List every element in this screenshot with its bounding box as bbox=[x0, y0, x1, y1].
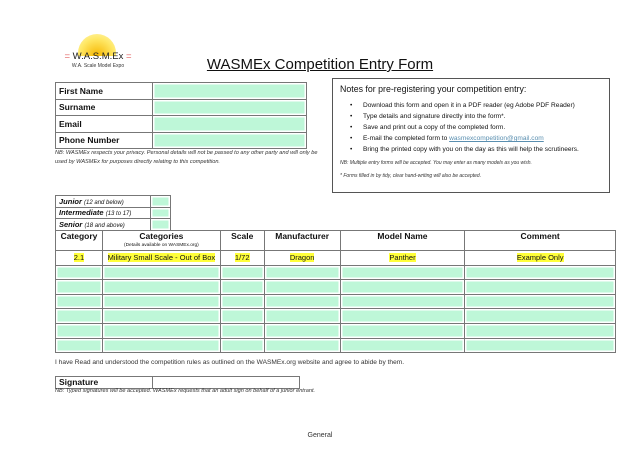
note-item: • Bring the printed copy with you on the day as this will help the scrutineers. bbox=[350, 144, 602, 155]
first-name-label: First Name bbox=[56, 83, 153, 100]
phone-label: Phone Number bbox=[56, 132, 153, 149]
scale-field[interactable] bbox=[220, 323, 264, 338]
senior-field[interactable] bbox=[151, 219, 171, 231]
level-junior: Junior bbox=[59, 196, 82, 206]
surname-label: Surname bbox=[56, 99, 153, 116]
footer-label: General bbox=[307, 432, 333, 439]
email-field[interactable] bbox=[153, 116, 307, 133]
email-link[interactable]: wasmexcompetition@gmail.com bbox=[449, 135, 544, 142]
entry-row bbox=[56, 338, 616, 353]
entry-row bbox=[56, 265, 616, 280]
categories-field[interactable] bbox=[102, 323, 220, 338]
header-scale: Scale bbox=[220, 231, 264, 251]
level-intermediate: Intermediate bbox=[59, 208, 104, 218]
scale-field[interactable] bbox=[220, 280, 264, 295]
comment-field[interactable] bbox=[465, 265, 616, 280]
comment-field[interactable] bbox=[465, 294, 616, 309]
note-item: • E-mail the completed form to wasmexcompetition@gmail.com bbox=[350, 133, 602, 144]
comment-field[interactable] bbox=[465, 323, 616, 338]
scale-field[interactable] bbox=[220, 294, 264, 309]
categories-field[interactable] bbox=[102, 338, 220, 353]
scale-field[interactable] bbox=[220, 309, 264, 324]
example-row: 2.1 Military Small Scale - Out of Box 1/72 Dragon Panther Example Only bbox=[56, 251, 616, 266]
note-item: • Save and print out a copy of the completed form. bbox=[350, 122, 602, 133]
manufacturer-field[interactable] bbox=[264, 265, 340, 280]
entry-row bbox=[56, 323, 616, 338]
scale-field[interactable] bbox=[220, 338, 264, 353]
model-name-field[interactable] bbox=[340, 323, 465, 338]
header-comment: Comment bbox=[465, 231, 616, 251]
notes-heading: Notes for pre-registering your competition entry: bbox=[340, 84, 527, 94]
logo-name: W.A.S.M.Ex bbox=[72, 51, 124, 62]
first-name-field[interactable] bbox=[153, 83, 307, 100]
personal-details-table bbox=[55, 82, 307, 149]
categories-field[interactable] bbox=[102, 280, 220, 295]
entry-row bbox=[56, 309, 616, 324]
page-title: WASMEx Competition Entry Form bbox=[206, 56, 434, 73]
header-model-name: Model Name bbox=[340, 231, 465, 251]
wasmex-logo: = W.A.S.M.Ex = W.A. Scale Model Expo bbox=[58, 32, 138, 77]
header-manufacturer: Manufacturer bbox=[264, 231, 340, 251]
age-level-table: Junior (12 and below) Intermediate (13 to 17) Senior (18 and above) bbox=[55, 195, 171, 231]
category-field[interactable] bbox=[56, 338, 103, 353]
comment-field[interactable] bbox=[465, 309, 616, 324]
agreement-text: I have Read and understood the competition rules as outlined on the WASMEx.org website and agree to abide by them. bbox=[55, 359, 405, 366]
logo-tagline: W.A. Scale Model Expo bbox=[71, 63, 125, 69]
email-label: Email bbox=[56, 116, 153, 133]
privacy-note: NB: WASMEx respects your privacy. Personal details will not be passed to any other party and will only be used by WASMEx for purposes directly relating to this competition. bbox=[55, 150, 318, 165]
model-name-field[interactable] bbox=[340, 309, 465, 324]
manufacturer-field[interactable] bbox=[264, 323, 340, 338]
model-name-field[interactable] bbox=[340, 338, 465, 353]
model-name-field[interactable] bbox=[340, 294, 465, 309]
manufacturer-field[interactable] bbox=[264, 280, 340, 295]
note-item: • Type details and signature directly into the form*. bbox=[350, 111, 602, 122]
phone-field[interactable] bbox=[153, 132, 307, 149]
comment-field[interactable] bbox=[465, 280, 616, 295]
manufacturer-field[interactable] bbox=[264, 338, 340, 353]
manufacturer-field[interactable] bbox=[264, 309, 340, 324]
categories-field[interactable] bbox=[102, 265, 220, 280]
category-field[interactable] bbox=[56, 280, 103, 295]
model-name-field[interactable] bbox=[340, 280, 465, 295]
signature-note: NB: Typed signatures will be accepted. WASMEx requests that an adult sign on behalf of a junior entrant. bbox=[55, 388, 316, 394]
header-category: Category bbox=[56, 231, 103, 251]
note-item: • Download this form and open it in a PDF reader (eg Adobe PDF Reader) bbox=[350, 100, 602, 111]
handwriting-note: * Forms filled in by tidy, clear hand-writing will also be accepted. bbox=[340, 173, 482, 179]
intermediate-field[interactable] bbox=[151, 207, 171, 219]
comment-field[interactable] bbox=[465, 338, 616, 353]
category-field[interactable] bbox=[56, 309, 103, 324]
surname-field[interactable] bbox=[153, 99, 307, 116]
categories-field[interactable] bbox=[102, 309, 220, 324]
entry-row bbox=[56, 294, 616, 309]
signature-label: Signature bbox=[56, 377, 153, 389]
level-senior: Senior bbox=[59, 219, 83, 229]
categories-field[interactable] bbox=[102, 294, 220, 309]
entry-row bbox=[56, 280, 616, 295]
manufacturer-field[interactable] bbox=[264, 294, 340, 309]
category-field[interactable] bbox=[56, 265, 103, 280]
entries-table bbox=[55, 230, 616, 353]
notes-box bbox=[332, 78, 610, 193]
category-field[interactable] bbox=[56, 323, 103, 338]
header-categories: Categories (Details available on WASMEx.org) bbox=[102, 231, 220, 251]
scale-field[interactable] bbox=[220, 265, 264, 280]
junior-field[interactable] bbox=[151, 196, 171, 208]
model-name-field[interactable] bbox=[340, 265, 465, 280]
category-field[interactable] bbox=[56, 294, 103, 309]
multiple-entries-note: NB: Multiple entry forms will be accepted. You may enter as many models as you wish. bbox=[340, 160, 532, 166]
